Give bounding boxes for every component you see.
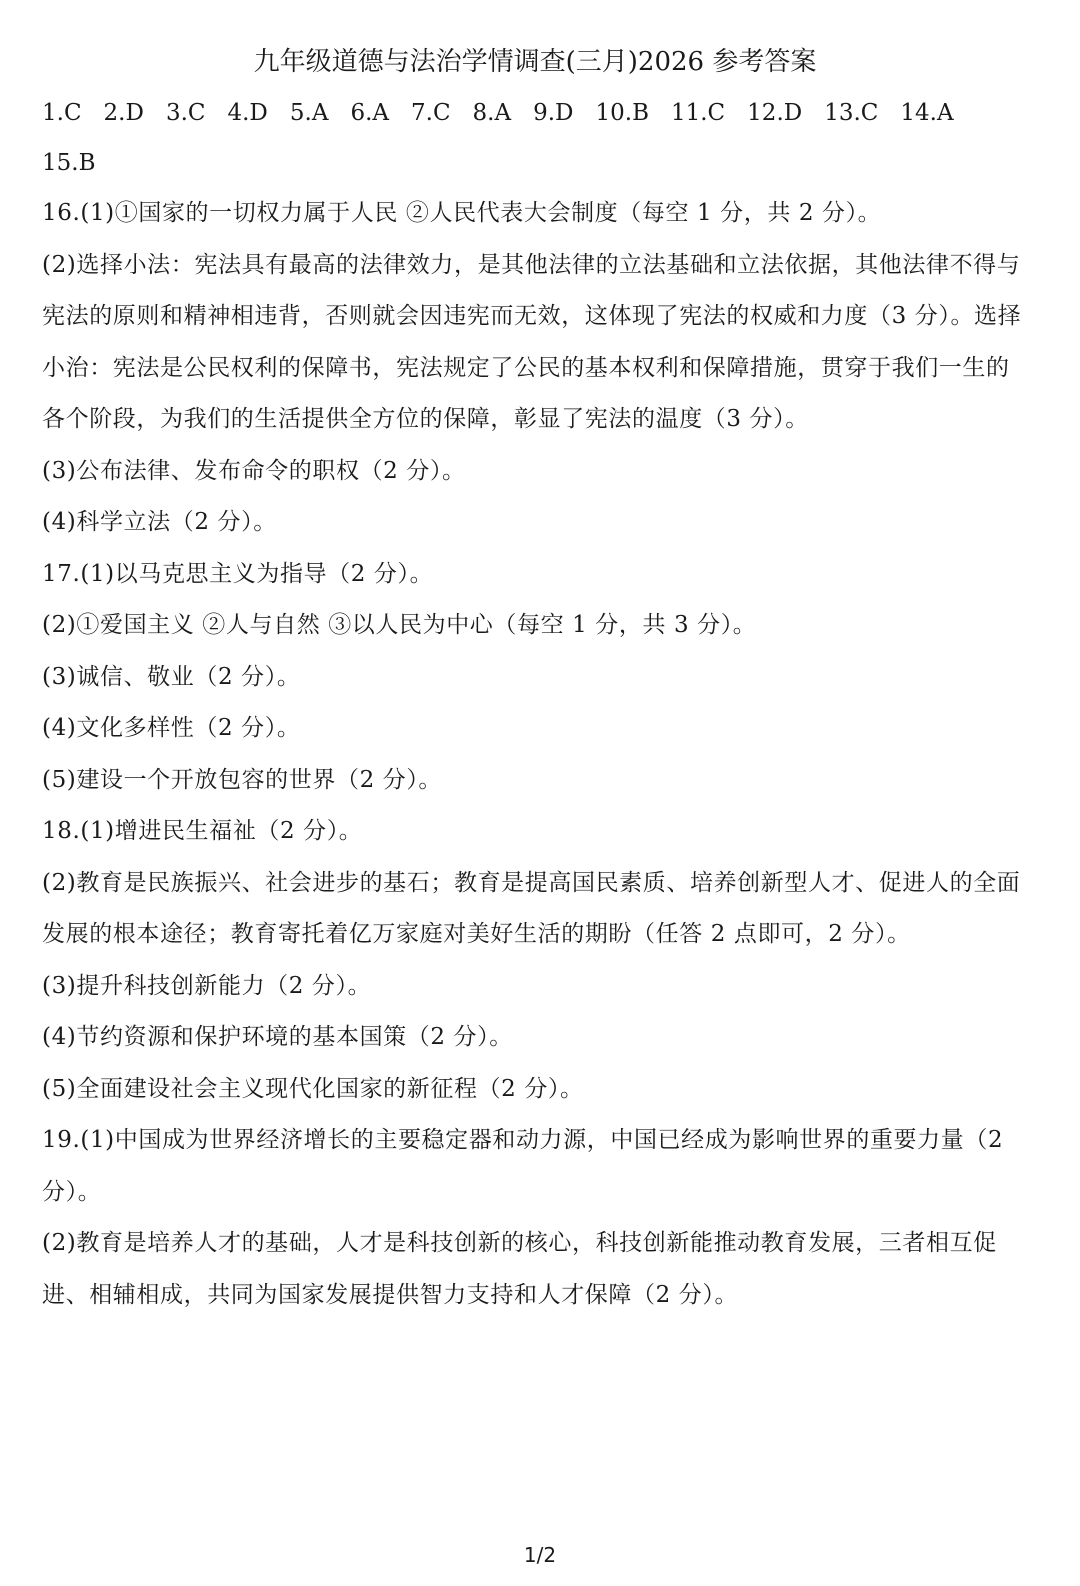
choice-answer: 5.A	[289, 100, 329, 126]
choice-answer: 7.C	[411, 100, 451, 126]
answer-q18-3: (3)提升科技创新能力（2 分）。	[42, 972, 372, 999]
answer-q18-4: (4)节约资源和保护环境的基本国策（2 分）。	[42, 1024, 513, 1050]
choice-answer: 9.D	[533, 100, 574, 126]
choice-answer: 8.A	[472, 100, 512, 126]
choice-answer: 2.D	[103, 100, 144, 126]
choice-answer: 4.D	[227, 100, 268, 126]
answer-q17-4: (4)文化多样性（2 分）。	[42, 715, 301, 741]
choice-answer: 12.D	[747, 100, 803, 126]
choice-answer: 10.B	[595, 100, 649, 126]
choice-answer: 13.C	[824, 100, 879, 126]
answer-q16-3: (3)公布法律、发布命令的职权（2 分）。	[42, 457, 466, 484]
answer-q17-1: 17.(1)以马克思主义为指导（2 分）。	[42, 560, 434, 587]
answer-q18-1: 18.(1)增进民生福祉（2 分）。	[42, 818, 363, 844]
document-title: 九年级道德与法治学情调查(三月)2026 参考答案	[253, 47, 817, 77]
answer-q18-2: (2)教育是民族振兴、社会进步的基石；教育是提高国民素质、培养创新型人才、促进人的全面发展的根本途径；教育寄托着亿万家庭对美好生活的期盼（任答 2 点即可，2 分）。	[42, 869, 1021, 947]
answer-q16-1: 16.(1)①国家的一切权力属于人民 ②人民代表大会制度（每空 1 分，共 2 分）。	[42, 200, 882, 226]
choice-answer: 15.B	[42, 150, 96, 176]
choice-answer: 6.A	[350, 100, 389, 126]
answer-q16-2: (2)选择小法：宪法具有最高的法律效力，是其他法律的立法基础和立法依据，其他法律不得与宪法的原则和精神相违背，否则就会因违宪而无效，这体现了宪法的权威和力度（3 分）。选择小治：宪法是公民权利的保障书，宪法规定了公民的基本权利和保障措施，贯穿于我们一生的各个阶段，为我们的生活提供全方位的保障，彰显了宪法的温度（3 分）。	[42, 251, 1022, 432]
answer-q18-5: (5)全面建设社会主义现代化国家的新征程（2 分）。	[42, 1075, 584, 1102]
answer-lines	[42, 188, 1028, 1321]
choice-answer: 11.C	[670, 100, 726, 126]
answer-q16-4: (4)科学立法（2 分）。	[42, 509, 277, 535]
answer-q17-3: (3)诚信、敬业（2 分）。	[42, 663, 301, 690]
choice-answer: 14.A	[900, 100, 954, 126]
answer-q17-5: (5)建设一个开放包容的世界（2 分）。	[42, 766, 443, 793]
choice-answer: 3.C	[165, 100, 206, 126]
answer-q17-2: (2)①爱国主义 ②人与自然 ③以人民为中心（每空 1 分，共 3 分）。	[42, 612, 757, 638]
page-number: 1/2	[523, 1543, 557, 1567]
multiple-choice-answers	[42, 88, 1028, 188]
choice-answer: 1.C	[42, 100, 82, 126]
answer-q19-1: 19.(1)中国成为世界经济增长的主要稳定器和动力源，中国已经成为影响世界的重要力量（2 分）。	[42, 1127, 1004, 1205]
answer-q19-2: (2)教育是培养人才的基础，人才是科技创新的核心，科技创新能推动教育发展，三者相互促进、相辅相成，共同为国家发展提供智力支持和人才保障（2 分）。	[42, 1230, 997, 1308]
